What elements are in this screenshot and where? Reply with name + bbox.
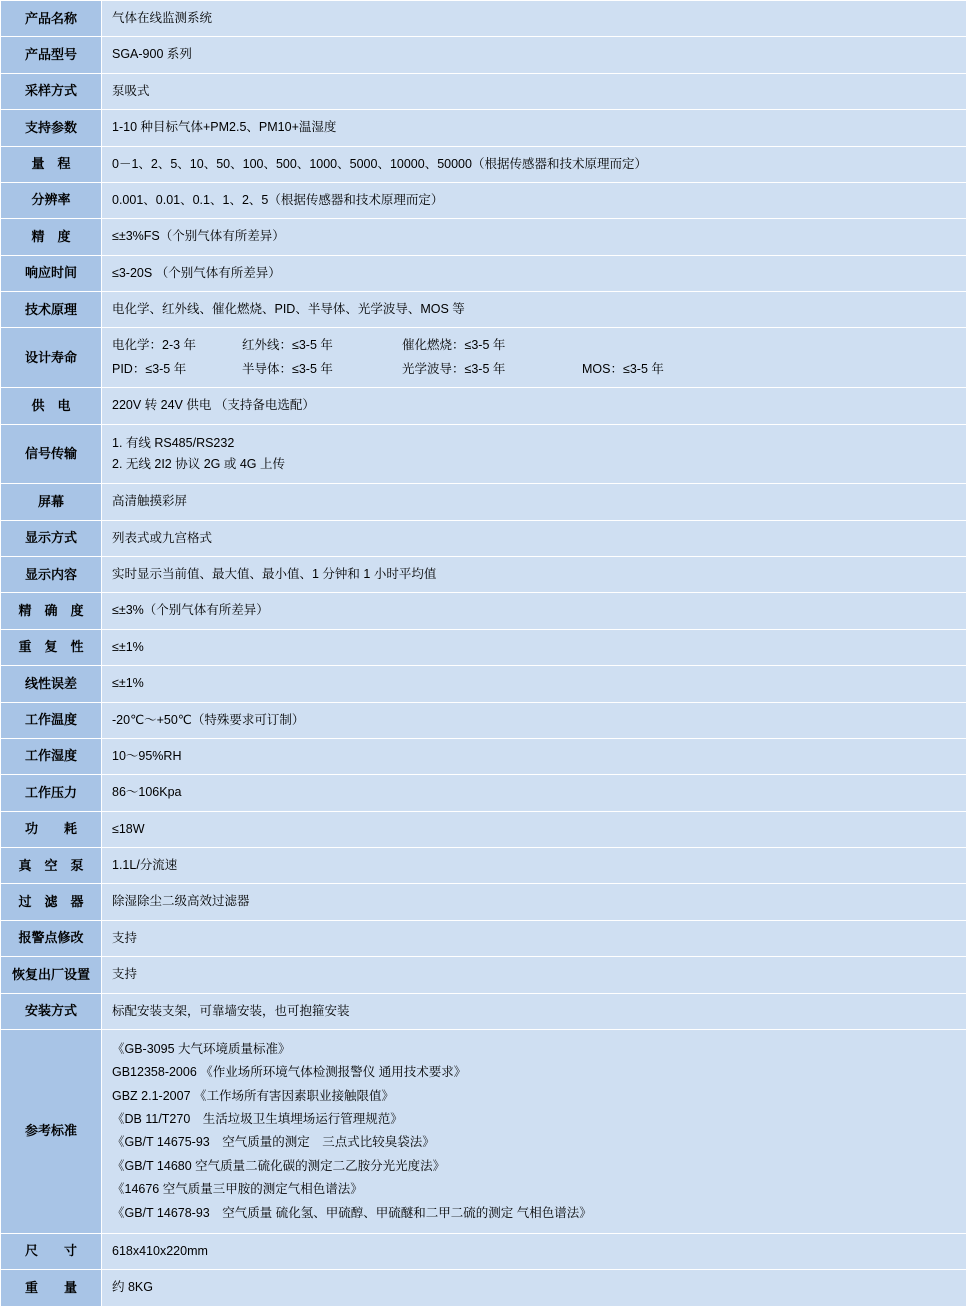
table-row (1, 957, 967, 993)
spec-value-list (112, 1038, 958, 1225)
spec-label: 供 电 (1, 388, 102, 424)
spec-value (102, 1029, 967, 1233)
spec-label: 重 复 性 (1, 629, 102, 665)
design-life-cell: 电化学：2-3 年 (112, 338, 197, 353)
specification-table-body (1, 1, 967, 1307)
spec-value: 10～95%RH (102, 738, 967, 774)
spec-value: ≤3-20S （个别气体有所差异） (102, 255, 967, 291)
spec-value: SGA-900 系列 (102, 37, 967, 73)
table-row (1, 328, 967, 388)
spec-label: 信号传输 (1, 424, 102, 484)
spec-value: 气体在线监测系统 (102, 1, 967, 37)
spec-value (102, 328, 967, 388)
spec-value: 除湿除尘二级高效过滤器 (102, 884, 967, 920)
table-row (1, 292, 967, 328)
spec-label: 工作湿度 (1, 738, 102, 774)
spec-label: 真 空 泵 (1, 848, 102, 884)
spec-value: ≤±3%（个别气体有所差异） (102, 593, 967, 629)
design-life-cell: MOS：≤3-5 年 (582, 361, 664, 376)
table-row (1, 993, 967, 1029)
design-life-cell: PID：≤3-5 年 (112, 361, 187, 376)
table-row (1, 848, 967, 884)
spec-value: 列表式或九宫格式 (102, 520, 967, 556)
table-row (1, 73, 967, 109)
spec-value-line: 2. 无线 2I2 协议 2G 或 4G 上传 (112, 456, 285, 471)
spec-value-line: GBZ 2.1-2007 《工作场所有害因素职业接触限值》 (112, 1088, 394, 1103)
table-row (1, 1270, 967, 1306)
spec-label: 响应时间 (1, 255, 102, 291)
spec-label: 工作压力 (1, 775, 102, 811)
spec-value-line: 《DB 11/T270 生活垃圾卫生填埋场运行管理规范》 (112, 1112, 403, 1126)
spec-value-list (112, 433, 958, 476)
spec-value: 1-10 种目标气体+PM2.5、PM10+温湿度 (102, 110, 967, 146)
table-row (1, 484, 967, 520)
spec-value: 1.1L/分流速 (102, 848, 967, 884)
table-row (1, 557, 967, 593)
table-row (1, 255, 967, 291)
table-row (1, 884, 967, 920)
spec-value: 0.001、0.01、0.1、1、2、5（根据传感器和技术原理而定） (102, 182, 967, 218)
spec-label: 安装方式 (1, 993, 102, 1029)
spec-label: 支持参数 (1, 110, 102, 146)
spec-label: 尺 寸 (1, 1233, 102, 1269)
spec-value-line: GB12358-2006 《作业场所环境气体检测报警仪 通用技术要求》 (112, 1065, 467, 1080)
spec-value: ≤±1% (102, 629, 967, 665)
table-row (1, 666, 967, 702)
design-life-grid (112, 336, 958, 379)
spec-value-line: 1. 有线 RS485/RS232 (112, 435, 235, 450)
spec-value: 86～106Kpa (102, 775, 967, 811)
spec-label: 过 滤 器 (1, 884, 102, 920)
design-life-cell (582, 336, 958, 355)
table-row (1, 424, 967, 484)
spec-label: 采样方式 (1, 73, 102, 109)
table-row (1, 702, 967, 738)
design-life-cell: 红外线：≤3-5 年 (242, 338, 333, 353)
spec-label: 设计寿命 (1, 328, 102, 388)
table-row (1, 1029, 967, 1233)
design-life-cell: 催化燃烧：≤3-5 年 (402, 338, 506, 353)
spec-value-line: 《14676 空气质量三甲胺的测定气相色谱法》 (112, 1182, 363, 1197)
table-row (1, 1, 967, 37)
spec-value: -20℃～+50℃（特殊要求可订制） (102, 702, 967, 738)
spec-value: ≤±3%FS（个别气体有所差异） (102, 219, 967, 255)
table-row (1, 110, 967, 146)
spec-label: 重 量 (1, 1270, 102, 1306)
spec-label: 功 耗 (1, 811, 102, 847)
spec-value: 220V 转 24V 供电 （支持备电选配） (102, 388, 967, 424)
spec-value: ≤18W (102, 811, 967, 847)
spec-label: 参考标准 (1, 1029, 102, 1233)
spec-value: 0－1、2、5、10、50、100、500、1000、5000、10000、50000（根据传感器和技术原理而定） (102, 146, 967, 182)
spec-value: ≤±1% (102, 666, 967, 702)
spec-value: 电化学、红外线、催化燃烧、PID、半导体、光学波导、MOS 等 (102, 292, 967, 328)
spec-value-line: 《GB/T 14678-93 空气质量 硫化氢、甲硫醇、甲硫醚和二甲二硫的测定 气相色谱法》 (112, 1205, 592, 1220)
spec-value: 约 8KG (102, 1270, 967, 1306)
spec-label: 显示内容 (1, 557, 102, 593)
table-row (1, 775, 967, 811)
table-row (1, 920, 967, 956)
table-row (1, 219, 967, 255)
spec-value (102, 424, 967, 484)
spec-label: 屏幕 (1, 484, 102, 520)
table-row (1, 182, 967, 218)
table-row (1, 146, 967, 182)
table-row (1, 520, 967, 556)
spec-label: 精 度 (1, 219, 102, 255)
spec-label: 技术原理 (1, 292, 102, 328)
spec-label: 量 程 (1, 146, 102, 182)
spec-value: 支持 (102, 957, 967, 993)
spec-label: 显示方式 (1, 520, 102, 556)
spec-label: 分辨率 (1, 182, 102, 218)
spec-label: 产品型号 (1, 37, 102, 73)
spec-value: 实时显示当前值、最大值、最小值、1 分钟和 1 小时平均值 (102, 557, 967, 593)
design-life-cell: 半导体：≤3-5 年 (242, 361, 333, 376)
spec-label: 工作温度 (1, 702, 102, 738)
spec-value: 618x410x220mm (102, 1233, 967, 1269)
spec-label: 报警点修改 (1, 920, 102, 956)
spec-label: 产品名称 (1, 1, 102, 37)
table-row (1, 593, 967, 629)
spec-label: 线性误差 (1, 666, 102, 702)
table-row (1, 738, 967, 774)
spec-value: 支持 (102, 920, 967, 956)
design-life-cell: 光学波导：≤3-5 年 (402, 361, 506, 376)
spec-value: 高清触摸彩屏 (102, 484, 967, 520)
spec-value-line: 《GB/T 14675-93 空气质量的测定 三点式比较臭袋法》 (112, 1135, 435, 1150)
spec-label: 精 确 度 (1, 593, 102, 629)
spec-value-line: 《GB/T 14680 空气质量二硫化碳的测定二乙胺分光光度法》 (112, 1158, 446, 1173)
spec-value-line: 《GB-3095 大气环境质量标准》 (112, 1041, 291, 1056)
spec-value: 标配安装支架，可靠墙安装，也可抱箍安装 (102, 993, 967, 1029)
table-row (1, 1233, 967, 1269)
spec-value: 泵吸式 (102, 73, 967, 109)
table-row (1, 629, 967, 665)
table-row (1, 811, 967, 847)
spec-label: 恢复出厂设置 (1, 957, 102, 993)
table-row (1, 388, 967, 424)
table-row (1, 37, 967, 73)
